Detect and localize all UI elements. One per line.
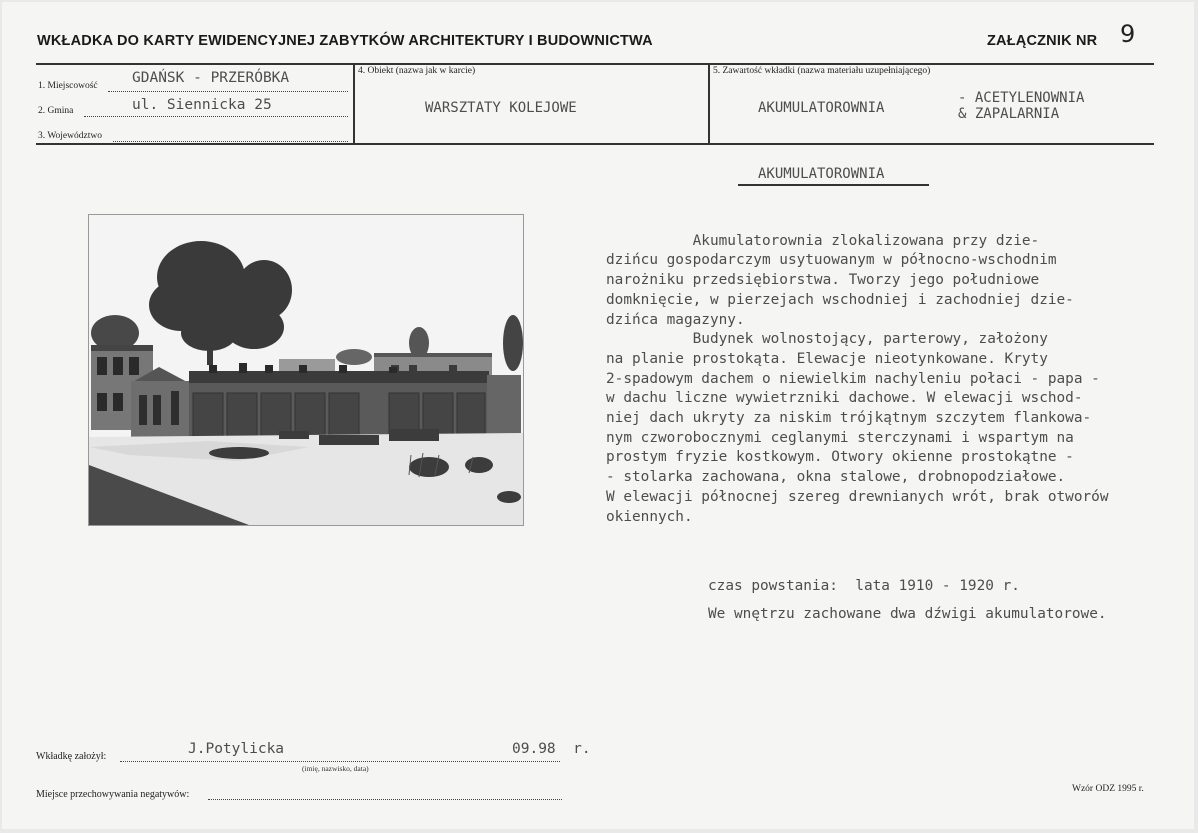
dating-line: czas powstania: lata 1910 - 1920 r. [708,578,1020,594]
locality-label: 1. Miejscowość [38,81,98,91]
created-by-caption: (imię, nazwisko, data) [302,764,369,773]
created-by-value: J.Potylicka [188,741,285,757]
locality-line [108,91,348,92]
negatives-label: Miejsce przechowywania negatywów: [36,789,190,800]
table-bottom-rule [36,143,1154,145]
form-version: Wzór ODZ 1995 r. [1072,784,1144,794]
text-line: na planie prostokąta. Elewacje nieotynkowane. Kryty [606,350,1048,367]
text-line: W elewacji północnej szereg drewnianych wrót, brak otworów [606,488,1109,505]
object-label: 4. Obiekt (nazwa jak w karcie) [358,66,476,76]
text-line: 2-spadowym dachem o niewielkim nachyleniu połaci - papa - [606,370,1100,387]
page-title: WKŁADKA DO KARTY EWIDENCYJNEJ ZABYTKÓW ARCHITEKTURY I BUDOWNICTWA [37,33,653,49]
photo-image [89,215,523,525]
section-title: AKUMULATOROWNIA [758,166,885,182]
text-line: domknięcie, w pierzejach wschodniej i zachodniej dzie- [606,291,1074,308]
table-top-rule [36,63,1154,65]
building-photo [88,214,524,526]
contents-label: 5. Zawartość wkładki (nazwa materiału uzupełniającego) [713,66,931,76]
text-line: dzińcu gospodarczym usytuowanym w północno-wschodnim [606,252,1057,269]
text-line: Akumulatorownia zlokalizowana przy dzie- [606,232,1040,249]
voivodeship-line [113,141,348,142]
commune-value: ul. Siennicka 25 [132,97,272,113]
text-line: Budynek wolnostojący, parterowy, założony [606,331,1048,348]
section-title-underline [738,184,929,186]
locality-value: GDAŃSK - PRZERÓBKA [132,70,290,86]
contents-item: - ACETYLENOWNIA [958,90,1085,106]
text-line: prostym fryzie kostkowym. Otwory okienne prostokątne - [606,449,1074,466]
attachment-number: 9 [1120,20,1136,48]
created-date: 09.98 r. [512,741,591,757]
attachment-label: ZAŁĄCZNIK NR [987,33,1098,49]
text-line: narożniku przedsiębiorstwa. Tworzy jego południowe [606,272,1040,289]
voivodeship-label: 3. Województwo [38,131,102,141]
text-line: w dachu liczne wywietrzniki dachowe. W elewacji wschod- [606,390,1083,407]
text-line: okiennych. [606,508,693,525]
text-line: dzińca magazyny. [606,311,745,328]
text-line: - stolarka zachowana, okna stalowe, drobnopodziałowe. [606,469,1066,486]
commune-label: 2. Gmina [38,106,74,116]
negatives-line [208,799,562,800]
column-divider [353,63,355,144]
description-text [606,212,1109,547]
object-value: WARSZTATY KOLEJOWE [425,100,577,116]
text-line: niej dach ukryty za niskim trójkątnym szczytem flankowa- [606,410,1092,427]
text-line: nym czworobocznymi ceglanymi sterczynami i wspartym na [606,429,1074,446]
created-by-label: Wkładkę założył: [36,751,107,762]
created-by-line [120,761,560,762]
contents-item: & ZAPALARNIA [958,106,1060,122]
contents-main: AKUMULATOROWNIA [758,100,885,116]
commune-line [84,116,348,117]
interior-line: We wnętrzu zachowane dwa dźwigi akumulatorowe. [708,606,1107,622]
column-divider [708,63,710,144]
